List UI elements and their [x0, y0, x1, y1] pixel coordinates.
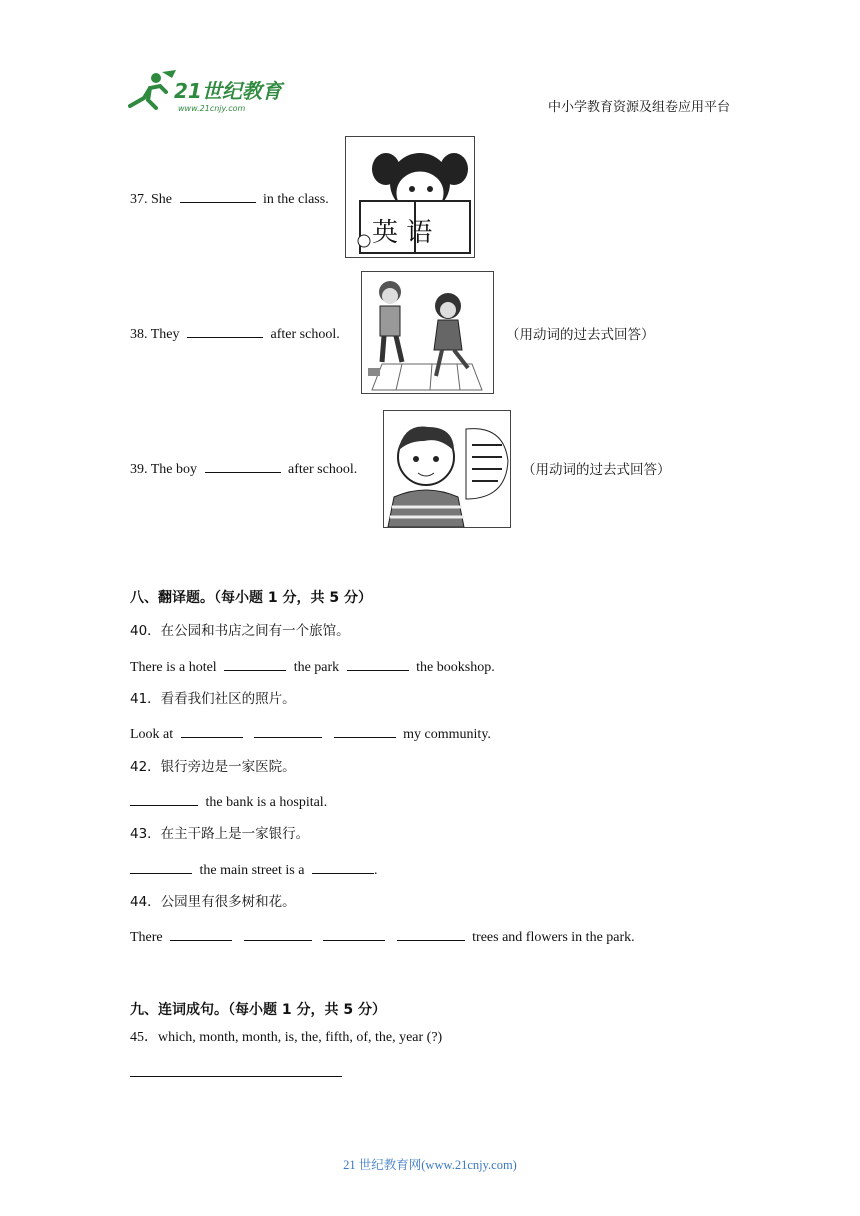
- platform-title: 中小学教育资源及组卷应用平台: [548, 100, 731, 115]
- question-41-chinese: 41．看看我们社区的照片。: [130, 691, 296, 707]
- answer-blank[interactable]: [205, 458, 281, 473]
- question-42-english: [126, 791, 327, 813]
- question-text: the bank is a hospital.: [205, 795, 328, 810]
- answer-blank[interactable]: [187, 323, 263, 338]
- question-42-chinese: 42．银行旁边是一家医院。: [130, 759, 296, 775]
- answer-line[interactable]: [130, 1076, 342, 1077]
- question-text: after school.: [288, 462, 358, 477]
- book-text: 英 语: [372, 218, 433, 248]
- answer-blank[interactable]: [181, 723, 243, 738]
- hint-note: （用动词的过去式回答）: [522, 462, 671, 478]
- question-text: .: [373, 863, 378, 878]
- question-text: my community.: [403, 727, 491, 742]
- question-text: There: [130, 930, 163, 945]
- section-title-translation: 八、翻译题。（每小题 1 分，共 5 分）: [130, 590, 372, 606]
- question-text: Look at: [130, 727, 174, 742]
- question-38: [130, 323, 340, 345]
- answer-blank[interactable]: [254, 723, 322, 738]
- question-39: [130, 458, 357, 480]
- girl-reading-picture: [345, 136, 475, 258]
- question-37: [130, 188, 329, 210]
- question-text: There is a hotel: [130, 660, 217, 675]
- question-number: 37.: [130, 192, 148, 207]
- answer-blank[interactable]: [244, 926, 312, 941]
- question-43-chinese: 43．在主干路上是一家银行。: [130, 826, 310, 842]
- answer-blank[interactable]: [312, 859, 374, 874]
- question-44-english: [130, 926, 635, 948]
- logo: [122, 68, 292, 118]
- girl-reading-icon: [346, 137, 474, 257]
- question-40-english: [130, 656, 495, 678]
- question-text: after school.: [270, 327, 340, 342]
- answer-blank[interactable]: [397, 926, 465, 941]
- answer-blank[interactable]: [224, 656, 286, 671]
- boy-speaking-picture: [383, 410, 511, 528]
- question-text: the bookshop.: [416, 660, 495, 675]
- hint-note: （用动词的过去式回答）: [506, 327, 655, 343]
- answer-blank[interactable]: [170, 926, 232, 941]
- kids-playing-picture: [361, 271, 494, 394]
- question-text: The boy: [150, 462, 198, 477]
- answer-blank[interactable]: [130, 859, 192, 874]
- question-45: 45．which, month, month, is, the, fifth, of, the, year (?): [130, 1030, 443, 1045]
- question-text: trees and flowers in the park.: [472, 930, 635, 945]
- section-title-ordering: 九、连词成句。（每小题 1 分，共 5 分）: [130, 1002, 386, 1018]
- answer-blank[interactable]: [323, 926, 385, 941]
- logo-url: www.21cnjy.com: [178, 104, 246, 113]
- boy-talking-icon: [384, 411, 510, 527]
- question-40-chinese: 40．在公园和书店之间有一个旅馆。: [130, 623, 350, 639]
- question-text: the main street is a: [199, 863, 305, 878]
- question-43-english: [126, 859, 377, 881]
- answer-blank[interactable]: [347, 656, 409, 671]
- question-number: 38.: [130, 327, 148, 342]
- question-text: They: [150, 327, 180, 342]
- question-text: the park: [293, 660, 340, 675]
- answer-blank[interactable]: [130, 791, 198, 806]
- footer: 21 世纪教育网(www.21cnjy.com): [343, 1158, 517, 1172]
- kids-hopscotch-icon: [362, 272, 493, 393]
- runner-logo-icon: [122, 68, 292, 118]
- question-text: in the class.: [263, 192, 329, 207]
- question-41-english: [130, 723, 491, 745]
- answer-blank[interactable]: [180, 188, 256, 203]
- question-number: 39.: [130, 462, 148, 477]
- logo-text: 21世纪教育: [174, 79, 282, 103]
- question-44-chinese: 44．公园里有很多树和花。: [130, 894, 296, 910]
- answer-blank[interactable]: [334, 723, 396, 738]
- question-text: She: [151, 192, 172, 207]
